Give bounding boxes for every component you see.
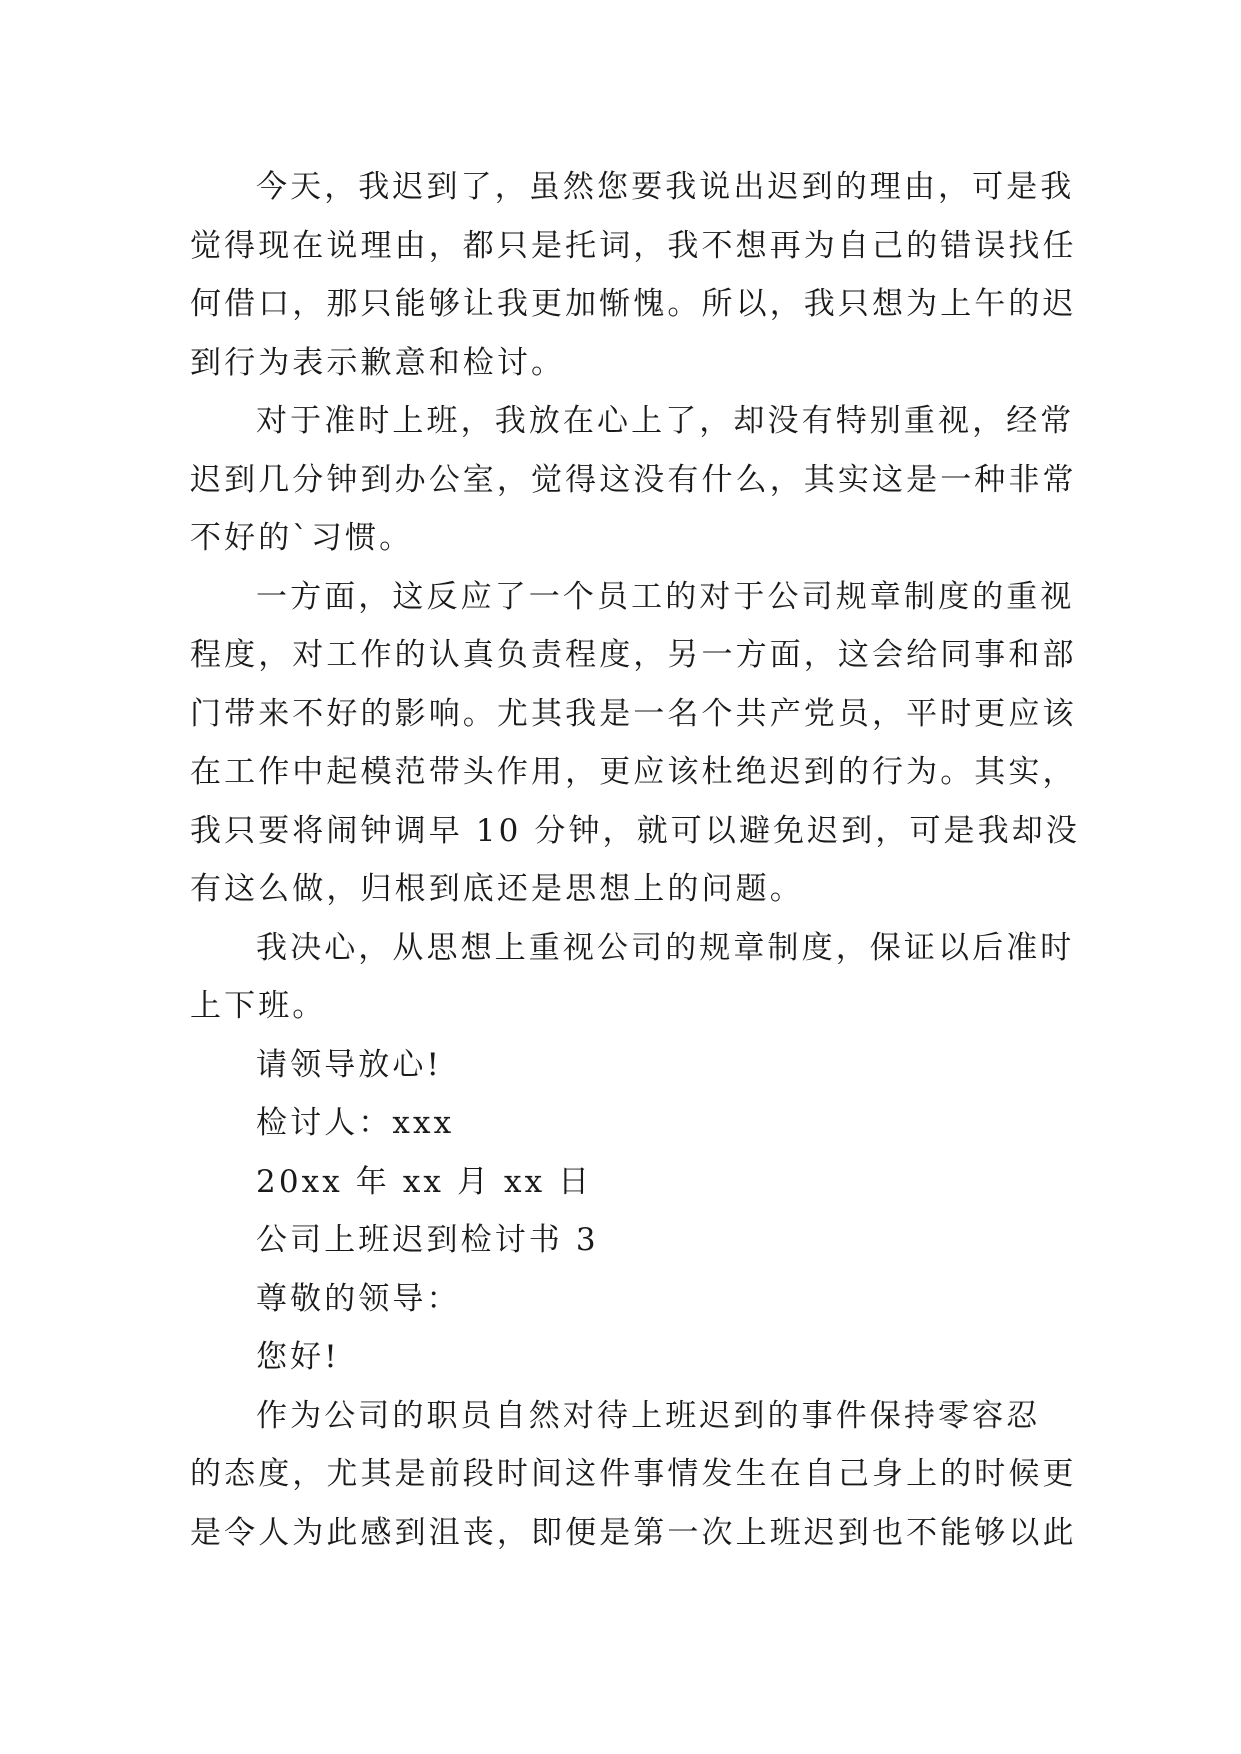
paragraph-line: 作为公司的职员自然对待上班迟到的事件保持零容忍 (256, 1397, 1041, 1434)
paragraph-line: 我只要将闹钟调早 10 分钟，就可以避免迟到，可是我却没 (190, 812, 1080, 849)
paragraph-line: 程度，对工作的认真负责程度，另一方面，这会给同事和部 (190, 637, 1077, 673)
paragraph-line: 不好的`习惯。 (190, 520, 414, 556)
paragraph-line: 迟到几分钟到办公室，觉得这没有什么，其实这是一种非常 (190, 461, 1077, 498)
document-body (190, 158, 1080, 1562)
greeting-line: 您好! (256, 1339, 340, 1375)
date-line: 20xx 年 xx 月 xx 日 (256, 1163, 593, 1200)
paragraph-line: 在工作中起模范带头作用，更应该杜绝迟到的行为。其实， (190, 754, 1077, 790)
paragraph-line: 我决心，从思想上重视公司的规章制度，保证以后准时 (256, 929, 1075, 966)
signature-line: 检讨人：xxx (256, 1105, 455, 1141)
closing-line: 请领导放心! (256, 1046, 443, 1083)
paragraph-line: 一方面，这反应了一个员工的对于公司规章制度的重视 (256, 578, 1075, 615)
paragraph-line: 何借口，那只能够让我更加惭愧。所以，我只想为上午的迟 (190, 286, 1077, 322)
paragraph-line: 有这么做，归根到底还是思想上的问题。 (190, 871, 804, 907)
section-title: 公司上班迟到检讨书 3 (256, 1222, 599, 1258)
paragraph-line: 门带来不好的影响。尤其我是一名个共产党员，平时更应该 (190, 695, 1077, 732)
paragraph-line: 上下班。 (190, 988, 327, 1024)
paragraph-line: 对于准时上班，我放在心上了，却没有特别重视，经常 (256, 403, 1075, 439)
paragraph-line: 今天，我迟到了，虽然您要我说出迟到的理由，可是我 (256, 169, 1075, 205)
paragraph-line: 到行为表示歉意和检讨。 (190, 344, 566, 381)
paragraph-line: 是令人为此感到沮丧，即便是第一次上班迟到也不能够以此 (190, 1514, 1077, 1551)
paragraph-line: 觉得现在说理由，都只是托词，我不想再为自己的错误找任 (190, 227, 1077, 264)
salutation-line: 尊敬的领导： (256, 1280, 461, 1317)
paragraph-line: 的态度，尤其是前段时间这件事情发生在自己身上的时候更 (190, 1456, 1077, 1492)
